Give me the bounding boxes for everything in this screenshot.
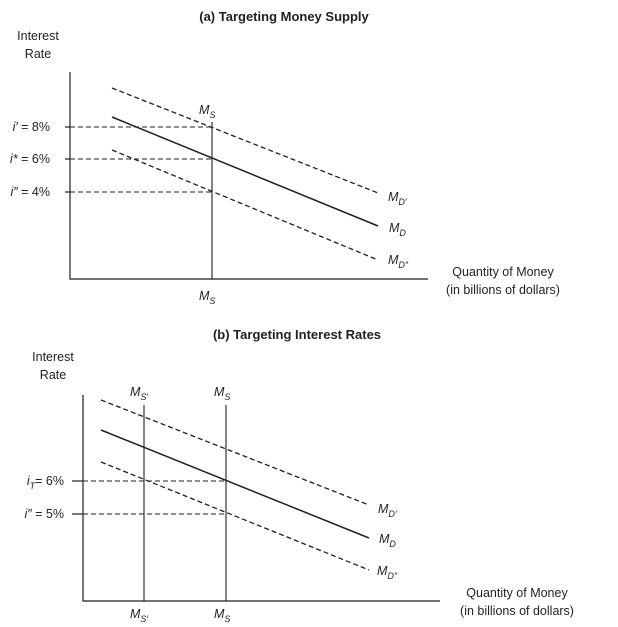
panel-a-supply-bottom-label: $M_S$ (199, 289, 216, 306)
panel-b-demand-high-curve (101, 400, 369, 505)
panel-b-rate-target-label: $i_T= 6\%$ (26, 474, 64, 491)
panel-a-x-label-1: Quantity of Money (452, 265, 554, 279)
panel-b-supply-top-label: $M_S$ (214, 385, 231, 402)
panel-a-axes (70, 72, 428, 279)
panel-b-rate-low-label: i″ = 5% (24, 507, 64, 521)
panel-a (10, 9, 560, 306)
panel-b-demand-low-label: $M_{D''}$ (377, 564, 398, 581)
panel-b-x-label-2: (in billions of dollars) (460, 604, 574, 618)
panel-b-y-label-1: Interest (32, 350, 74, 364)
panel-a-demand-mid-label: $M_D$ (389, 221, 406, 238)
panel-b-demand-low-curve (101, 462, 369, 570)
panel-a-demand-low-curve (112, 150, 378, 260)
panel-b-supply-prime-top-label: $M_{S'}$ (130, 385, 149, 402)
panel-a-supply-top-label: $M_S$ (199, 103, 216, 120)
panel-b-demand-mid-label: $M_D$ (379, 532, 396, 549)
panel-b-title: (b) Targeting Interest Rates (212, 327, 382, 342)
panel-b-y-label-2: Rate (39, 368, 67, 382)
panel-b-demand-mid-curve (101, 430, 369, 538)
panel-a-demand-low-label: $M_{D''}$ (388, 253, 409, 270)
panel-a-rate-mid-label: i* = 6% (10, 152, 50, 166)
panel-a-y-label-2: Rate (24, 47, 52, 61)
panel-b-supply-bottom-label: $M_S$ (214, 607, 231, 624)
panel-a-rate-low-label: i″ = 4% (10, 185, 50, 199)
panel-b-x-label-1: Quantity of Money (466, 586, 568, 600)
panel-a-rate-high-label: i′ = 8% (12, 120, 50, 134)
panel-a-y-label-1: Interest (17, 29, 59, 43)
panel-a-title: (a) Targeting Money Supply (199, 9, 369, 24)
panel-b-supply-prime-bottom-label: $M_{S'}$ (130, 607, 149, 624)
panel-b (24, 327, 573, 624)
panel-a-demand-mid-curve (112, 117, 378, 226)
panel-a-x-label-2: (in billions of dollars) (446, 283, 560, 297)
panel-b-demand-high-label: $M_{D'}$ (378, 502, 397, 519)
panel-a-demand-high-curve (112, 88, 378, 193)
panel-a-demand-high-label: $M_{D'}$ (388, 190, 407, 207)
